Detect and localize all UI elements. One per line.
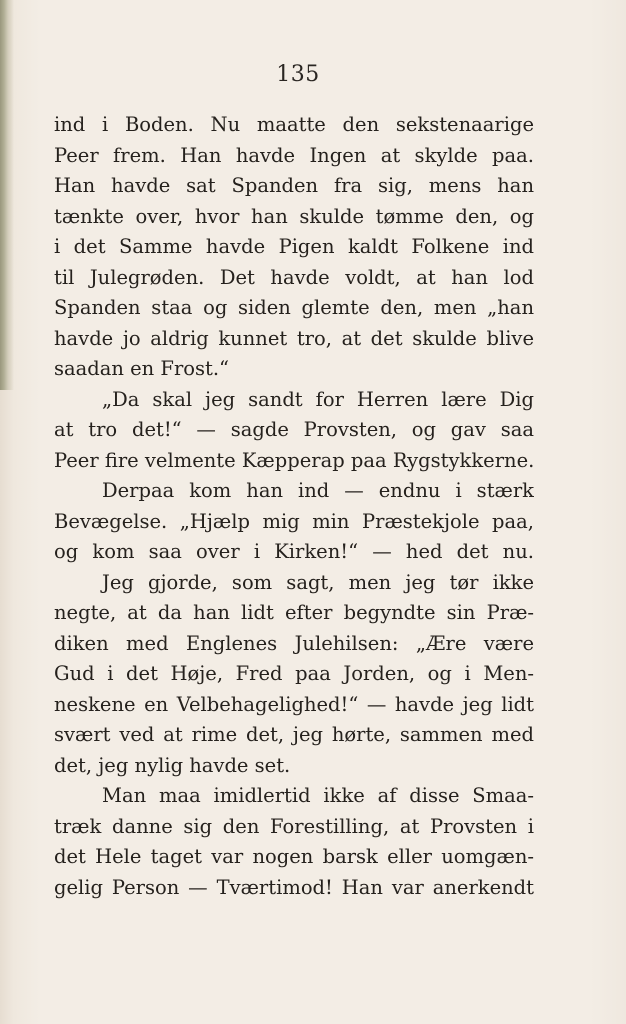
text-line: Gud i det Høje, Fred paa Jorden, og i Men- [54,662,534,685]
text-line: Peer fire velmente Kæpperap paa Rygstykkerne. [54,448,534,472]
text-line: neskene en Velbehagelighed!“ — havde jeg lidt [54,692,534,716]
text-line: Peer frem. Han havde Ingen at skylde paa. [54,143,534,167]
text-line: og kom saa over i Kirken!“ — hed det nu. [54,540,534,563]
body-text [54,110,534,903]
text-line: i det Samme havde Pigen kaldt Folkene ind [54,235,534,258]
text-line: gelig Person — Tværtimod! Han var anerkendt [54,875,534,899]
text-line: at tro det!“ — sagde Provsten, og gav saa [54,418,534,441]
text-line: „Da skal jeg sandt for Herren lære Dig [102,387,534,411]
text-line: tænkte over, hvor han skulde tømme den, og [54,204,534,228]
text-line: Derpaa kom han ind — endnu i stærk [102,479,534,502]
text-line: svært ved at rime det, jeg hørte, sammen med [54,723,534,746]
page-number: 135 [276,62,320,87]
text-line: Man maa imidlertid ikke af disse Smaa- [102,784,534,807]
text-line: Han havde sat Spanden fra sig, mens han [54,174,534,197]
text-line: havde jo aldrig kunnet tro, at det skulde blive [54,326,534,350]
text-line: saadan en Frost.“ [54,357,230,380]
text-line: ind i Boden. Nu maatte den sekstenaarige [54,113,534,136]
text-line: til Julegrøden. Det havde voldt, at han lod [54,265,534,289]
text-line: diken med Englenes Julehilsen: „Ære være [54,631,534,655]
text-line: Spanden staa og siden glemte den, men „han [54,296,534,319]
text-line: Bevægelse. „Hjælp mig min Præstekjole paa, [54,509,534,533]
text-line: det, jeg nylig havde set. [54,753,291,777]
text-line: Jeg gjorde, som sagt, men jeg tør ikke [102,570,534,594]
binding-edge [0,0,14,390]
text-line: det Hele taget var nogen barsk eller uomgæn- [54,845,534,868]
text-line: negte, at da han lidt efter begyndte sin Præ- [54,601,534,624]
text-line: træk danne sig den Forestilling, at Provsten i [54,814,534,838]
